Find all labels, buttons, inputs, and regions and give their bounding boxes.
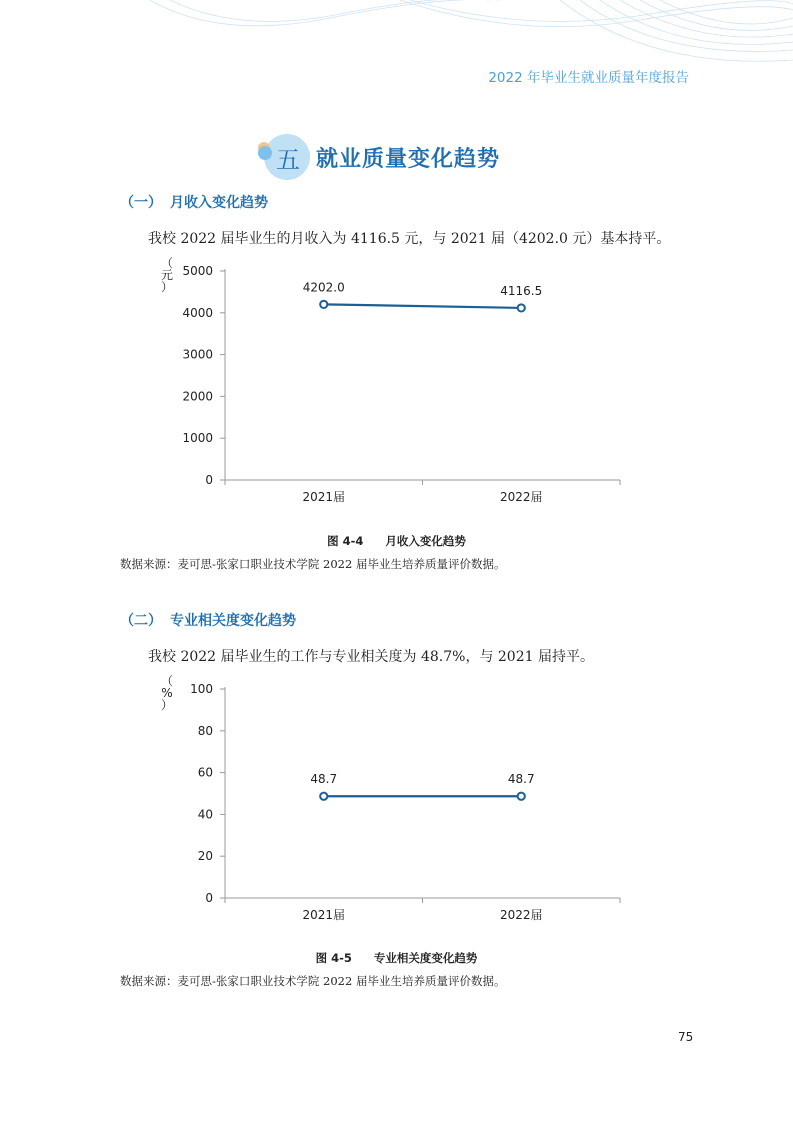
income-paragraph: 我校 2022 届毕业生的月收入为 4116.5 元，与 2021 届（4202.0 元）基本持平。 <box>148 231 671 247</box>
x-tick-label: 2021届 <box>302 490 346 504</box>
y-tick-label: 0 <box>205 891 213 905</box>
y-axis-label-char: 元 <box>160 268 174 282</box>
subsection-heading-income <box>120 192 268 212</box>
figure-caption-4-4 <box>0 533 793 549</box>
figure-number: 图 4-5 <box>315 951 352 965</box>
y-axis-label-char: ） <box>160 698 174 712</box>
y-axis-label-char: （ <box>160 256 174 270</box>
relevance-trend-chart <box>150 673 640 933</box>
figure-caption-4-5 <box>0 950 793 966</box>
data-point <box>518 793 525 800</box>
y-tick-label: 100 <box>190 682 213 696</box>
section-banner <box>250 128 550 188</box>
data-label: 48.7 <box>507 772 535 787</box>
data-source-note: 数据来源：麦可思-张家口职业技术学院 2022 届毕业生培养质量评价数据。 <box>120 557 506 571</box>
y-tick-label: 20 <box>197 849 213 864</box>
page-number: 75 <box>678 1030 694 1044</box>
figure-title: 月收入变化趋势 <box>385 534 466 548</box>
report-header-title: 2022 年毕业生就业质量年度报告 <box>488 70 689 86</box>
income-trend-chart <box>150 255 640 515</box>
data-point <box>320 301 327 308</box>
y-axis-label-char: ） <box>160 280 174 294</box>
data-source-note: 数据来源：麦可思-张家口职业技术学院 2022 届毕业生培养质量评价数据。 <box>120 974 506 988</box>
relevance-paragraph: 我校 2022 届毕业生的工作与专业相关度为 48.7%，与 2021 届持平。 <box>148 649 594 665</box>
y-tick-label: 60 <box>197 765 213 780</box>
subsection-title: 月收入变化趋势 <box>170 195 268 211</box>
subsection-heading-relevance <box>120 610 296 630</box>
series-line <box>324 304 522 308</box>
x-tick-label: 2022届 <box>499 490 543 504</box>
y-tick-label: 40 <box>197 807 213 822</box>
section-number: 五 <box>276 146 300 174</box>
y-tick-label: 0 <box>205 473 213 487</box>
y-axis-label-char: % <box>161 686 173 700</box>
figure-number: 图 4-4 <box>327 534 364 548</box>
y-axis-label-char: （ <box>160 674 174 688</box>
subsection-number: （一） <box>120 195 162 211</box>
y-tick-label: 5000 <box>182 264 213 278</box>
data-label: 4202.0 <box>302 280 345 295</box>
y-tick-label: 3000 <box>182 347 213 362</box>
data-label: 4116.5 <box>500 283 543 298</box>
section-badge-blue-dot <box>258 146 272 160</box>
y-tick-label: 2000 <box>182 389 213 404</box>
subsection-number: （二） <box>120 613 162 629</box>
data-point <box>518 304 525 311</box>
data-point <box>320 793 327 800</box>
section-title: 就业质量变化趋势 <box>316 147 501 172</box>
x-tick-label: 2021届 <box>302 908 346 922</box>
figure-title: 专业相关度变化趋势 <box>373 951 478 965</box>
data-label: 48.7 <box>310 772 338 787</box>
y-tick-label: 80 <box>197 723 213 738</box>
y-tick-label: 4000 <box>182 305 213 320</box>
subsection-title: 专业相关度变化趋势 <box>170 613 296 629</box>
y-tick-label: 1000 <box>182 431 213 446</box>
x-tick-label: 2022届 <box>499 908 543 922</box>
